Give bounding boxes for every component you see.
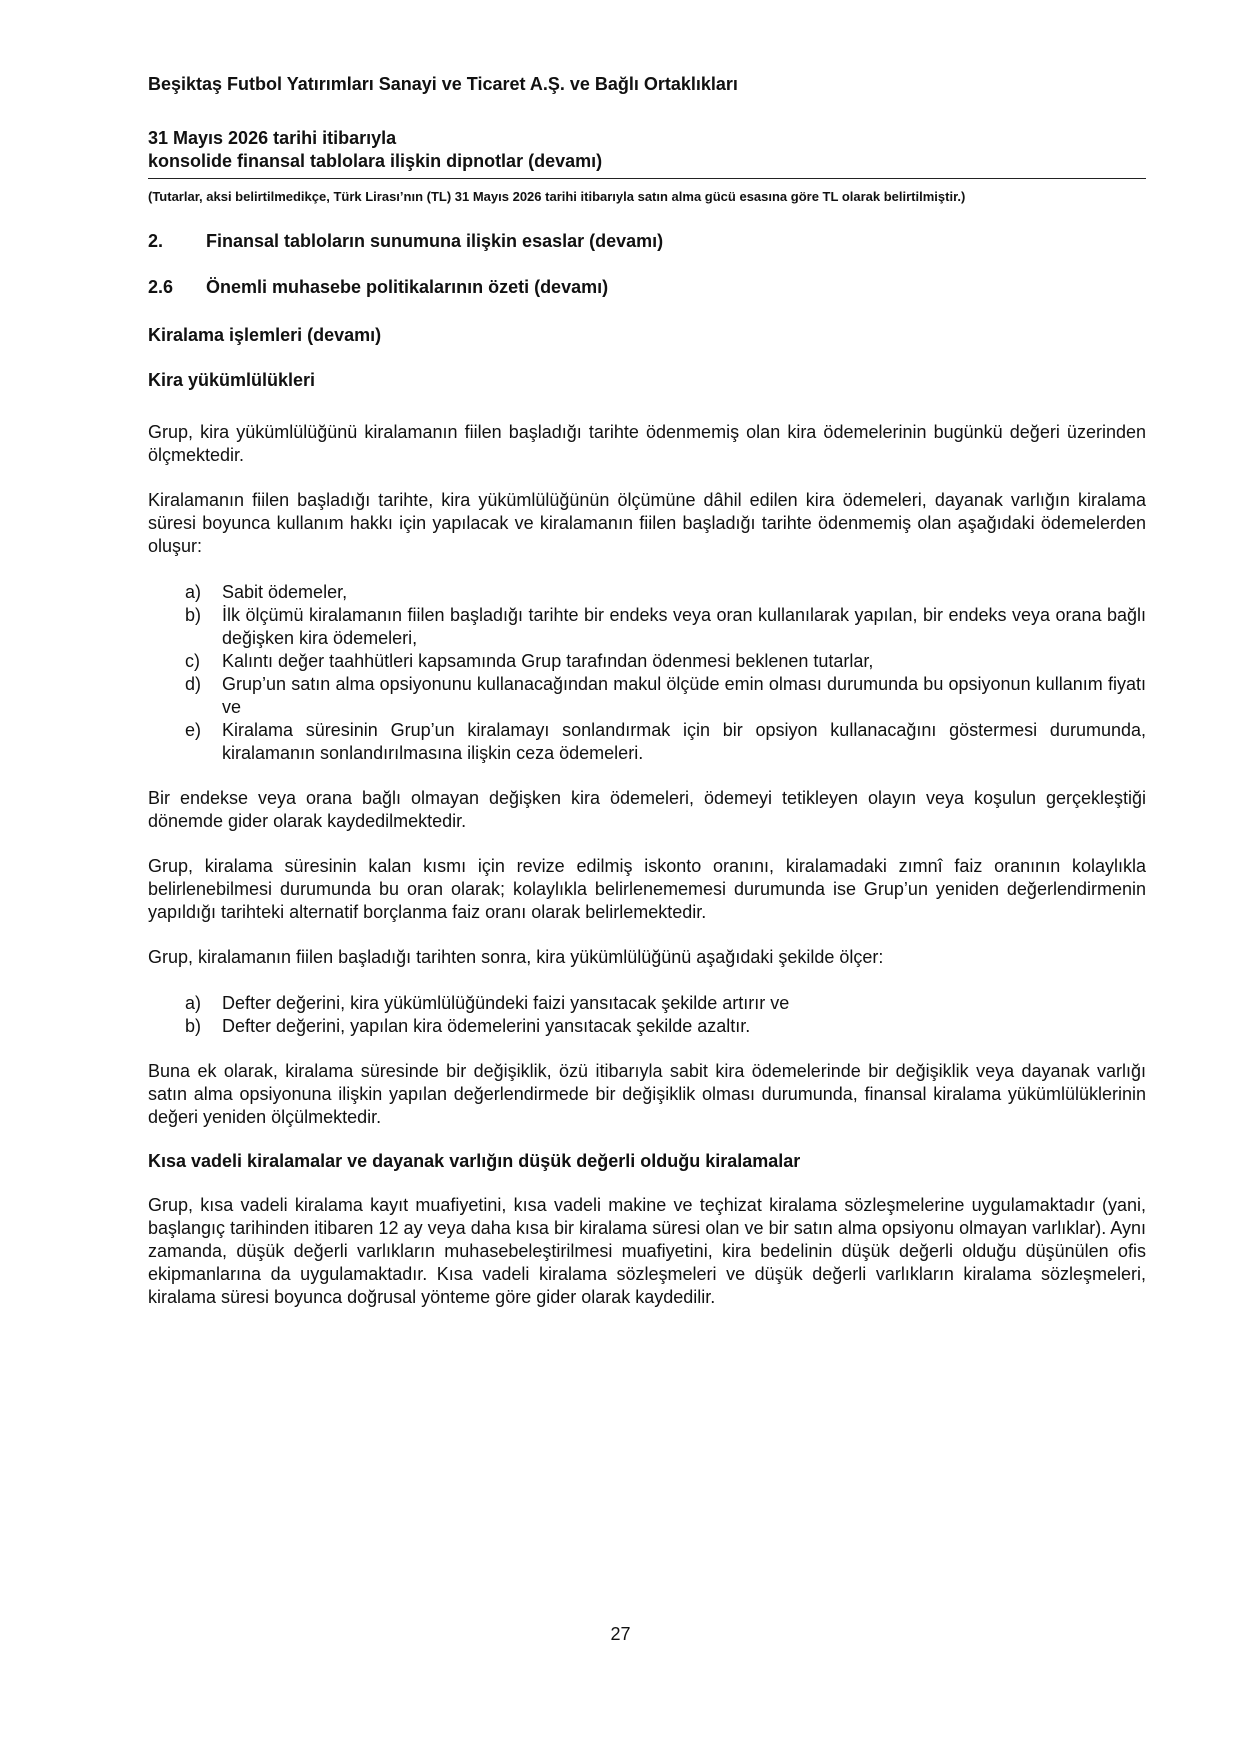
currency-note: (Tutarlar, aksi belirtilmedikçe, Türk Lirası’nın (TL) 31 Mayıs 2026 tarihi itibarıyla satın alma gücü esasına göre TL olarak belirtilmiştir.) bbox=[148, 189, 966, 204]
list-item: b) Defter değerini, yapılan kira ödemelerini yansıtacak şekilde azaltır. bbox=[185, 1016, 751, 1036]
paragraph-6: Buna ek olarak, kiralama süresinde bir değişiklik, özü itibarıyla sabit kira ödemelerinde bir değişiklik veya dayanak varlığı satın alma opsiyonuna ilişkin yapılan değerlendirmede bir değişiklik olması durumunda, finansal kiralama yükümlülüklerinin değeri yeniden ölçülmektedir. bbox=[148, 1061, 1146, 1127]
paragraph-7: Grup, kısa vadeli kiralama kayıt muafiyetini, kısa vadeli makine ve teçhizat kiralama sözleşmelerine uygulamaktadır (yani, başlangıç tarihinden itibaren 12 ay veya daha kısa bir kiralama süresi olan ve bir satın alma opsiyonu olmayan varlıklar). Aynı zamanda, düşük değerli varlıkların muhasebeleştirilmesi muafiyetini, kira bedelinin düşük değerli olduğu düşünülen ofis ekipmanlarına da uygulamaktadır. Kısa vadeli kiralama sözleşmeleri ve düşük değerli varlıkların kiralama sözleşmeleri, kiralama süresi boyunca doğrusal yönteme göre gider olarak kaydedilir. bbox=[148, 1195, 1146, 1307]
report-subtitle: konsolide finansal tablolara ilişkin dipnotlar (devamı) bbox=[148, 151, 1146, 179]
heading-lease-liabilities: Kira yükümlülükleri bbox=[148, 370, 316, 390]
list-item: a) Defter değerini, kira yükümlülüğündeki faizi yansıtacak şekilde artırır ve bbox=[185, 993, 790, 1013]
list-item: b) İlk ölçümü kiralamanın fiilen başladığı tarihte bir endeks veya oran kullanılarak yapılan, bir endeks veya orana bağlı değişken kira ödemeleri, bbox=[185, 605, 1146, 648]
paragraph-4: Grup, kiralama süresinin kalan kısmı için revize edilmiş iskonto oranını, kiralamadaki zımnî faiz oranının kolaylıkla belirlenebilmesi durumunda bu oran olarak; kolaylıkla belirlenememesi durumunda ise Grup’un yeniden değerlendirmenin yapıldığı tarihteki alternatif borçlanma faiz oranı olarak belirlemektedir. bbox=[148, 856, 1146, 922]
company-name: Beşiktaş Futbol Yatırımları Sanayi ve Ticaret A.Ş. ve Bağlı Ortaklıkları bbox=[148, 74, 738, 94]
subsection-title: Önemli muhasebe politikalarının özeti (devamı) bbox=[206, 277, 609, 297]
list-item: c) Kalıntı değer taahhütleri kapsamında Grup tarafından ödenmesi beklenen tutarlar, bbox=[185, 651, 874, 671]
subsection-number: 2.6 bbox=[148, 277, 174, 297]
paragraph-2: Kiralamanın fiilen başladığı tarihte, kira yükümlülüğünün ölçümüne dâhil edilen kira ödemeleri, dayanak varlığın kiralama süresi boyunca kullanım hakkı için yapılacak ve kiralamanın fiilen başladığı tarihte ödenmemiş olan aşağıdaki ödemelerden oluşur: bbox=[148, 490, 1146, 556]
report-date: 31 Mayıs 2026 tarihi itibarıyla bbox=[148, 128, 397, 148]
lease-payments-list bbox=[148, 581, 1146, 765]
section-number: 2. bbox=[148, 231, 164, 251]
list-item: e) Kiralama süresinin Grup’un kiralamayı sonlandırmak için bir opsiyon kullanacağını göstermesi durumunda, kiralamanın sonlandırılmasına ilişkin ceza ödemeleri. bbox=[185, 720, 1146, 763]
paragraph-5: Grup, kiralamanın fiilen başladığı tarihten sonra, kira yükümlülüğünü aşağıdaki şekilde ölçer: bbox=[148, 947, 884, 967]
document-page bbox=[148, 70, 1146, 1309]
heading-short-term-leases: Kısa vadeli kiralamalar ve dayanak varlığın düşük değerli olduğu kiralamalar bbox=[148, 1151, 801, 1171]
section-title: Finansal tabloların sunumuna ilişkin esaslar (devamı) bbox=[206, 231, 664, 251]
measurement-list bbox=[148, 992, 1146, 1038]
paragraph-3: Bir endekse veya orana bağlı olmayan değişken kira ödemeleri, ödemeyi tetikleyen olayın veya koşulun gerçekleştiği dönemde gider olarak kaydedilmektedir. bbox=[148, 788, 1146, 831]
list-item: a) Sabit ödemeler, bbox=[185, 582, 348, 602]
page-number: 27 bbox=[610, 1624, 631, 1644]
heading-leasing: Kiralama işlemleri (devamı) bbox=[148, 325, 382, 345]
paragraph-1: Grup, kira yükümlülüğünü kiralamanın fiilen başladığı tarihte ödenmemiş olan kira ödemelerinin bugünkü değeri üzerinden ölçmektedir. bbox=[148, 422, 1146, 465]
section-heading bbox=[148, 231, 1146, 252]
subsection-heading bbox=[148, 277, 1146, 298]
list-item: d) Grup’un satın alma opsiyonunu kullanacağından makul ölçüde emin olması durumunda bu opsiyonun kullanım fiyatı ve bbox=[185, 674, 1146, 717]
